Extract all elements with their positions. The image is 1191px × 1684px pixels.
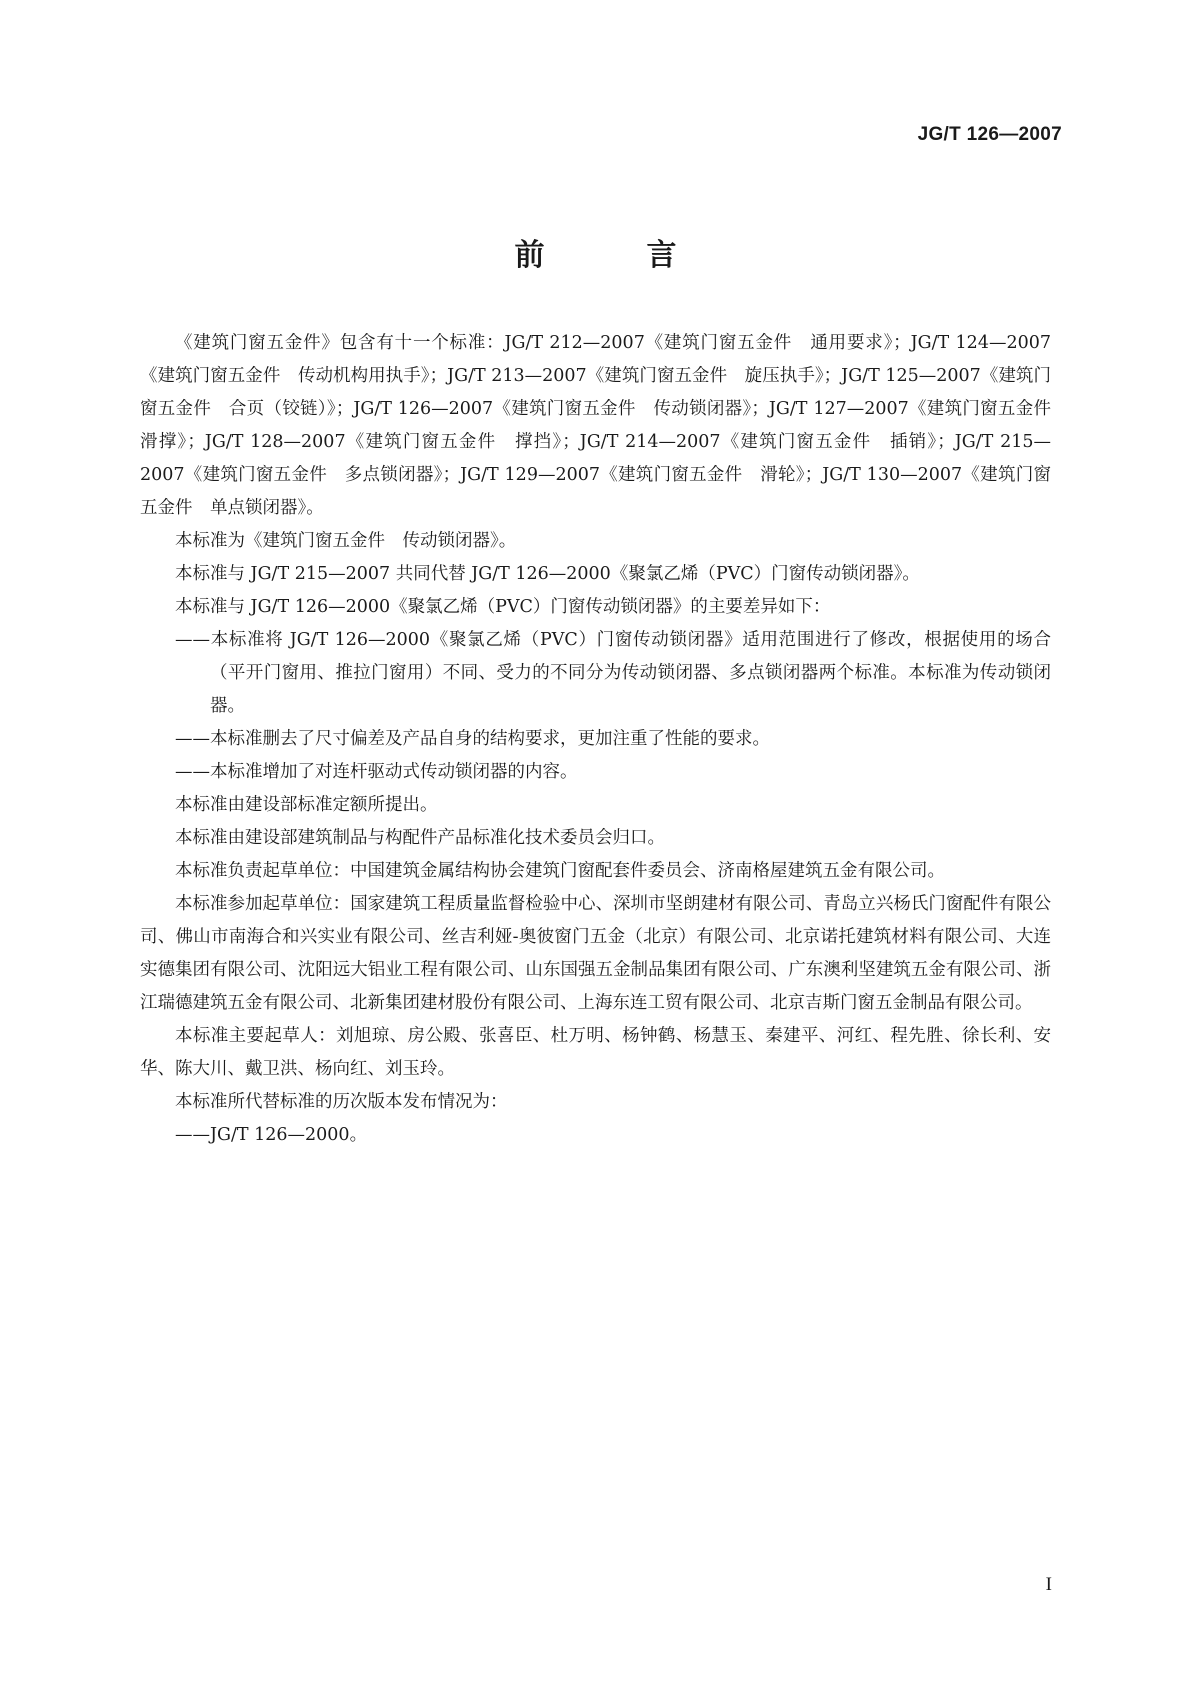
paragraph-replaces: 本标准与 JG/T 215—2007 共同代替 JG/T 126—2000《聚氯乙烯（PVC）门窗传动锁闭器》。: [175, 564, 920, 584]
paragraph-standards-list: 《建筑门窗五金件》包含有十一个标准：JG/T 212—2007《建筑门窗五金件 通用要求》；JG/T 124—2007《建筑门窗五金件 传动机构用执手》；JG/T 213—2007《建筑门窗五金件 旋压执手》；JG/T 125—2007《建筑门窗五金件 合页（铰链）》；JG/T 126—2007《建筑门窗五金件 传动锁闭器》；JG/T 127—2007《建筑门窗五金件 滑撑》；JG/T 128—2007《建筑门窗五金件 撑挡》；JG/T 214—2007《建筑门窗五金件 插销》；JG/T 215—2007《建筑门窗五金件 多点锁闭器》；JG/T 129—2007《建筑门窗五金件 滑轮》；JG/T 130—2007《建筑门窗五金件 单点锁闭器》。: [140, 333, 1069, 518]
paragraph-managed-by: 本标准由建设部建筑制品与构配件产品标准化技术委员会归口。: [175, 828, 665, 848]
paragraph-participating-drafters: 本标准参加起草单位：国家建筑工程质量监督检验中心、深圳市坚朗建材有限公司、青岛立兴杨氏门窗配件有限公司、佛山市南海合和兴实业有限公司、丝吉利娅-奥彼窗门五金（北京）有限公司、北京诺托建筑材料有限公司、大连实德集团有限公司、沈阳远大铝业工程有限公司、山东国强五金制品集团有限公司、广东澳利坚建筑五金有限公司、浙江瑞德建筑五金有限公司、北新集团建材股份有限公司、上海东连工贸有限公司、北京吉斯门窗五金制品有限公司。: [140, 894, 1051, 1013]
difference-item-scope: ——本标准将 JG/T 126—2000《聚氯乙烯（PVC）门窗传动锁闭器》适用范围进行了修改，根据使用的场合（平开门窗用、推拉门窗用）不同、受力的不同分为传动锁闭器、多点锁闭器两个标准。本标准为传动锁闭器。: [175, 630, 1051, 716]
paragraph-differences-intro: 本标准与 JG/T 126—2000《聚氯乙烯（PVC）门窗传动锁闭器》的主要差异如下：: [175, 597, 831, 617]
paragraph-main-drafters: 本标准主要起草人：刘旭琼、房公殿、张喜臣、杜万明、杨钟鹤、杨慧玉、秦建平、河红、程先胜、徐长利、安华、陈大川、戴卫洪、杨向红、刘玉玲。: [140, 1026, 1051, 1079]
paragraph-proposed-by: 本标准由建设部标准定额所提出。: [175, 795, 438, 815]
difference-item-added: ——本标准增加了对连杆驱动式传动锁闭器的内容。: [175, 762, 578, 782]
difference-item-removed: ——本标准删去了尺寸偏差及产品自身的结构要求，更加注重了性能的要求。: [175, 729, 770, 749]
paragraph-previous-editions: 本标准所代替标准的历次版本发布情况为：: [175, 1092, 508, 1112]
paragraph-lead-drafter: 本标准负责起草单位：中国建筑金属结构协会建筑门窗配套件委员会、济南格屋建筑五金有限公司。: [175, 861, 945, 881]
page-number: I: [1045, 1574, 1052, 1595]
preface-body: [140, 327, 1069, 1152]
previous-edition-item: ——JG/T 126—2000。: [175, 1125, 368, 1145]
paragraph-scope: 本标准为《建筑门窗五金件 传动锁闭器》。: [175, 531, 517, 551]
standard-code: JG/T 126—2007: [917, 124, 1062, 145]
page-title: 前 言: [514, 238, 713, 273]
